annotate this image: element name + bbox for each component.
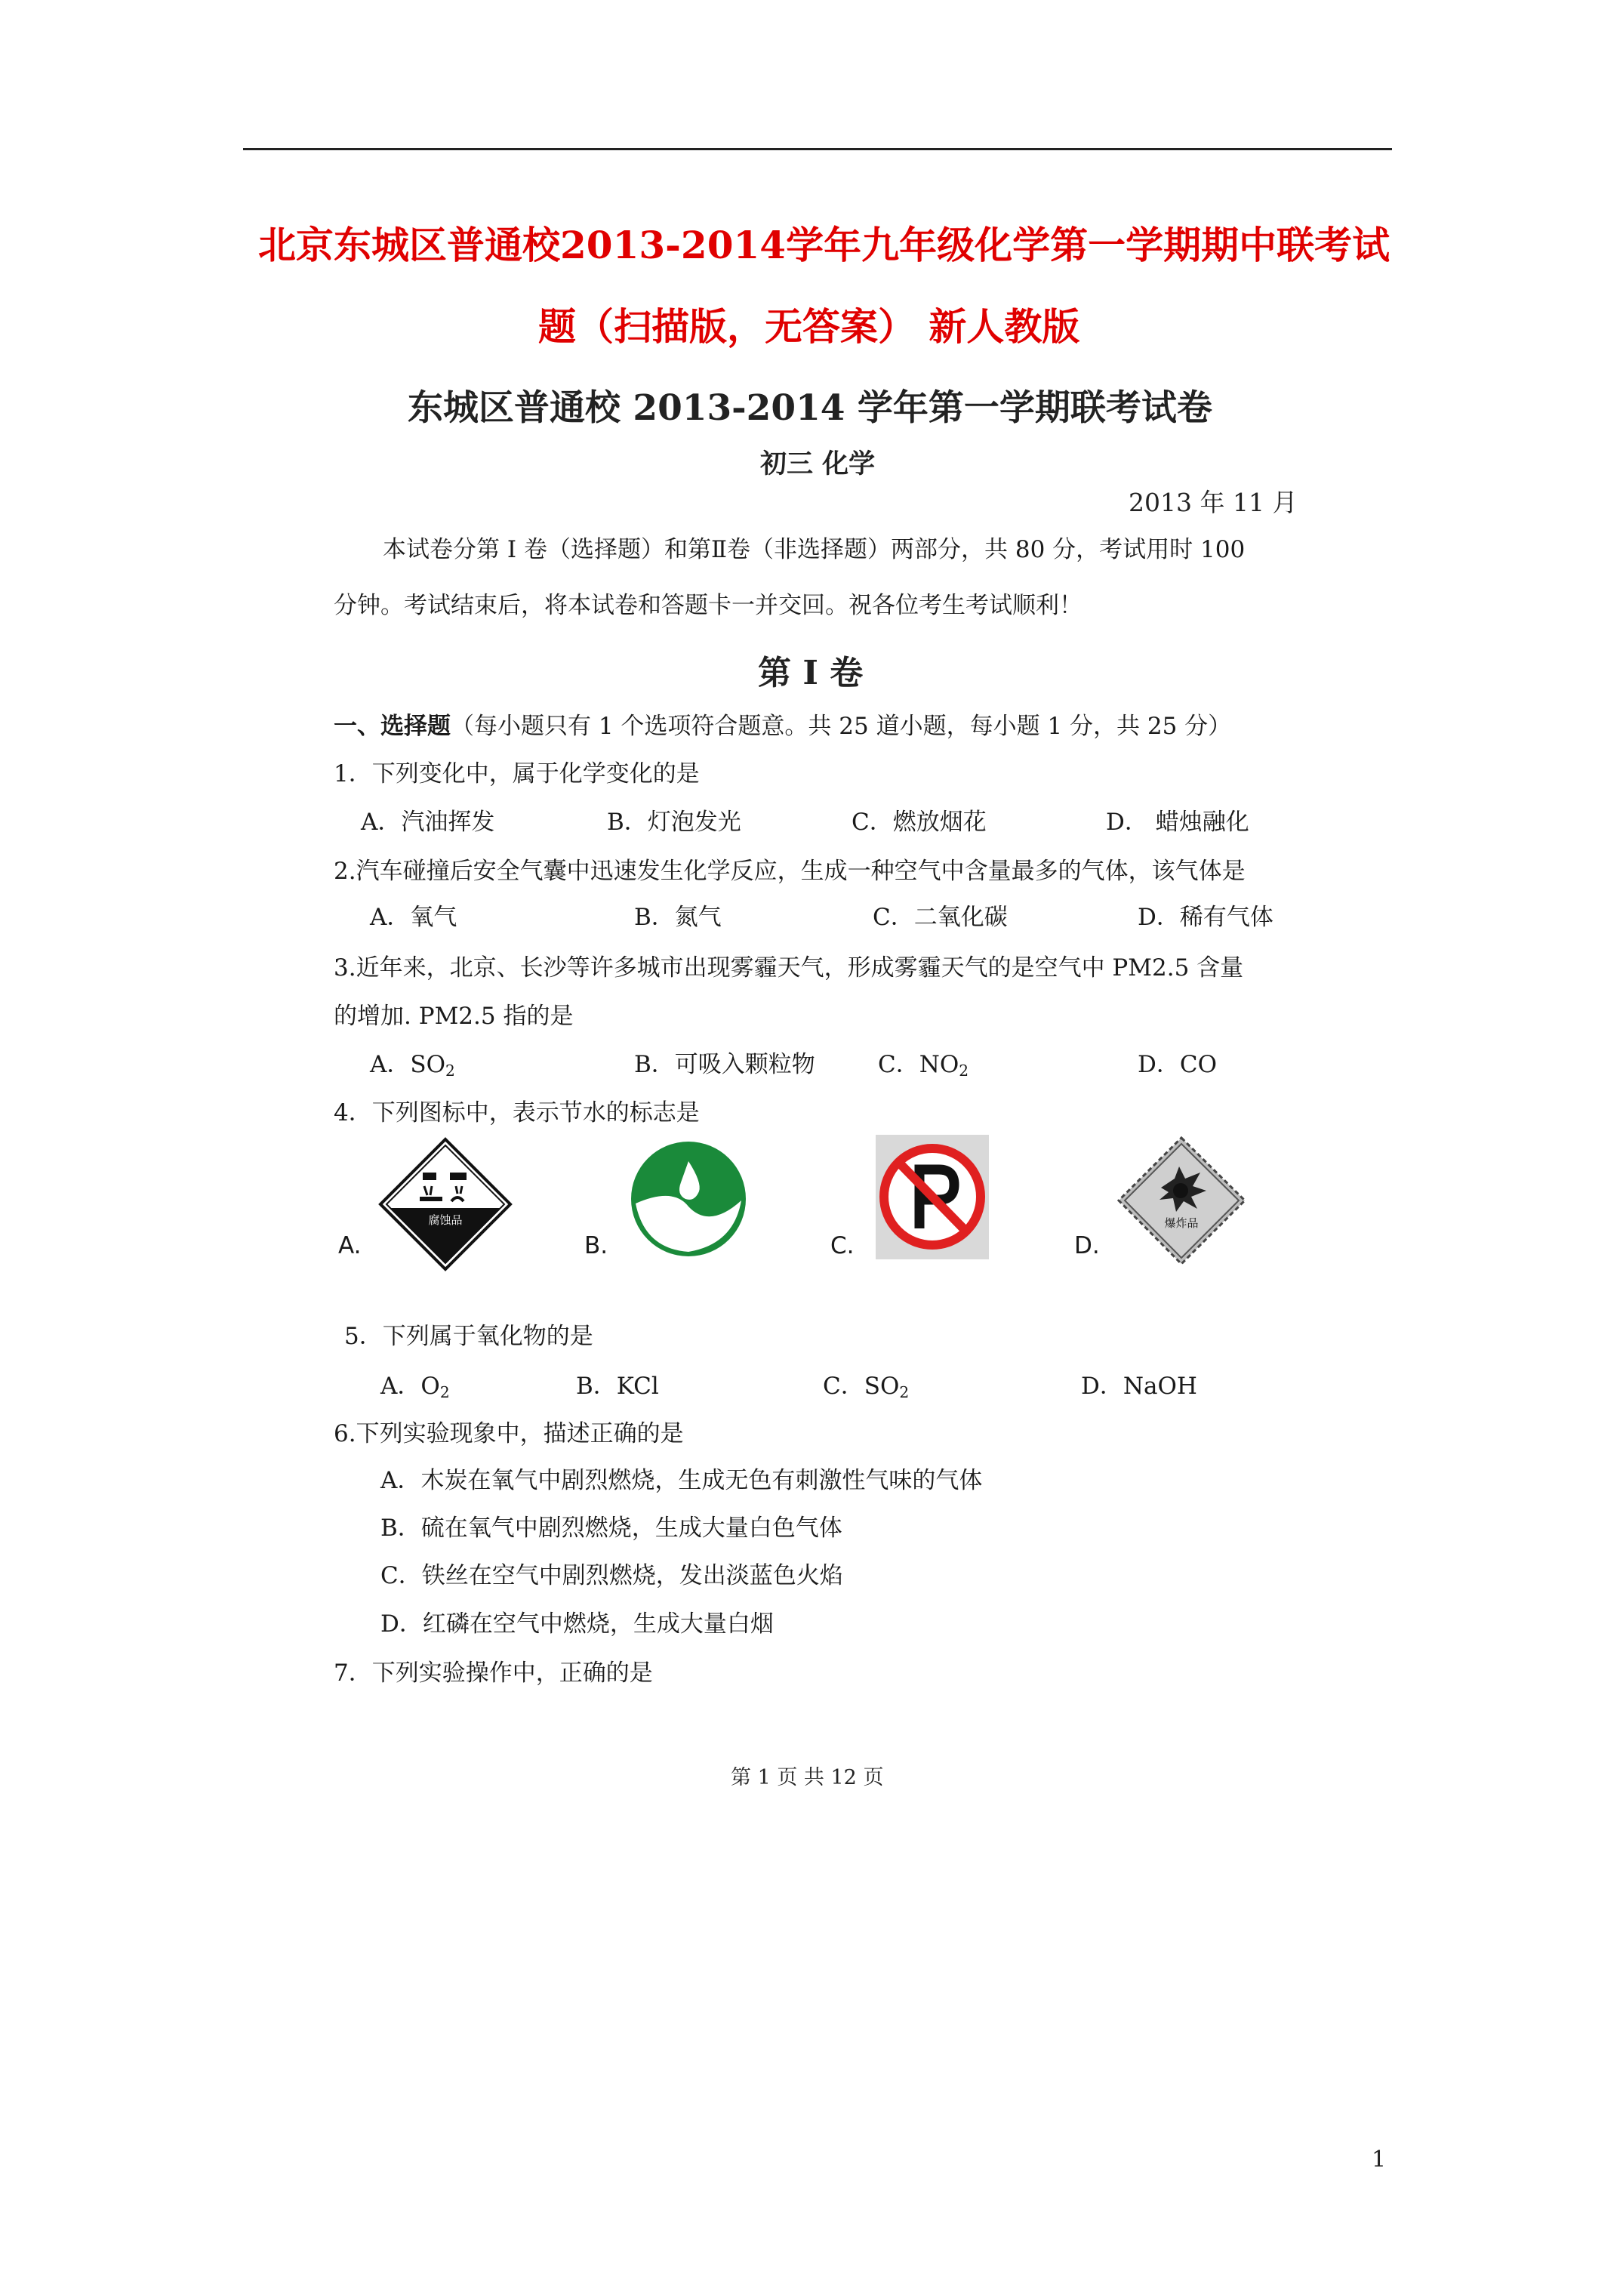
water-saving-sign-icon [628, 1139, 749, 1259]
q1-stem: 1．下列变化中，属于化学变化的是 [334, 760, 700, 787]
exam-subtitle: 初三 化学 [760, 448, 876, 479]
q1-option-d: D． 蜡烛融化 [1106, 809, 1249, 836]
q7-stem: 7．下列实验操作中，正确的是 [334, 1660, 653, 1687]
q4-stem: 4．下列图标中，表示节水的标志是 [334, 1099, 700, 1126]
q6-option-b: B．硫在氧气中剧烈燃烧，生成大量白色气体 [380, 1515, 842, 1542]
q5-option-b: B．KCl [576, 1373, 659, 1400]
q2-option-b: B．氮气 [634, 904, 722, 931]
q6-option-d: D．红磷在空气中燃烧，生成大量白烟 [380, 1610, 774, 1638]
q3-option-c: C．$NO_2$ [878, 1051, 969, 1080]
q6-option-c: C．铁丝在空气中剧烈燃烧，发出淡蓝色火焰 [380, 1562, 843, 1589]
document-title-line-2: 题（扫描版，无答案） 新人教版 [538, 304, 1080, 349]
q1-option-c: C．燃放烟花 [852, 809, 987, 836]
q2-stem: 2.汽车碰撞后安全气囊中迅速发生化学反应，生成一种空气中含量最多的气体，该气体是 [334, 858, 1246, 885]
part-heading: 一、选择题 [334, 713, 451, 740]
q3-stem-line-1: 3.近年来，北京、长沙等许多城市出现雾霾天气，形成雾霾天气的是空气中 PM2.5 含量 [334, 954, 1244, 982]
corrosive-sign-label: 腐蚀品 [428, 1213, 463, 1227]
part-heading-line [334, 707, 1231, 741]
q4-option-c: C. [830, 1232, 855, 1259]
page-number: 1 [1372, 2147, 1387, 2173]
q1-option-a: A．汽油挥发 [361, 809, 495, 836]
explosive-sign-label: 爆炸品 [1164, 1216, 1199, 1230]
exam-title: 东城区普通校 2013-2014 学年第一学期联考试卷 [408, 387, 1212, 429]
q4-option-b: B. [584, 1232, 608, 1259]
q2-option-c: C．二氧化碳 [873, 904, 1008, 931]
q1-option-b: B．灯泡发光 [607, 809, 741, 836]
q4-option-a: A. [338, 1232, 362, 1259]
q4-option-d: D. [1074, 1232, 1100, 1259]
exam-date: 2013 年 11 月 [1129, 488, 1298, 517]
q2-option-d: D．稀有气体 [1138, 904, 1273, 931]
q5-option-c: C．$SO_2$ [823, 1373, 910, 1402]
no-parking-sign-icon [876, 1135, 989, 1259]
corrosive-sign-icon [377, 1136, 513, 1272]
document-title-line-1: 北京东城区普通校2013-2014学年九年级化学第一学期期中联考试 [258, 223, 1390, 267]
q5-option-a: A．$O_2$ [380, 1373, 450, 1402]
intro-line-1: 本试卷分第 I 卷（选择题）和第Ⅱ卷（非选择题）两部分，共 80 分，考试用时 100 [383, 536, 1246, 563]
header-rule [243, 148, 1392, 150]
q5-stem: 5．下列属于氧化物的是 [344, 1323, 593, 1350]
q3-option-a: A．$SO_2$ [370, 1051, 455, 1080]
section-title: 第 I 卷 [758, 654, 864, 692]
page-footer: 第 1 页 共 12 页 [731, 1766, 884, 1789]
q6-option-a: A．木炭在氧气中剧烈燃烧，生成无色有刺激性气味的气体 [380, 1467, 983, 1494]
intro-line-2: 分钟。考试结束后，将本试卷和答题卡一并交回。祝各位考生考试顺利！ [334, 592, 1083, 619]
q6-stem: 6.下列实验现象中，描述正确的是 [334, 1420, 684, 1447]
q3-option-b: B．可吸入颗粒物 [634, 1051, 815, 1078]
explosive-sign-icon [1116, 1135, 1248, 1267]
q2-option-a: A．氧气 [370, 904, 457, 931]
part-note: （每小题只有 1 个选项符合题意。共 25 道小题，每小题 1 分，共 25 分） [451, 713, 1232, 740]
q5-option-d: D．NaOH [1081, 1373, 1197, 1400]
q3-option-d: D．CO [1138, 1051, 1217, 1078]
q3-stem-line-2: 的增加. PM2.5 指的是 [334, 1003, 574, 1030]
